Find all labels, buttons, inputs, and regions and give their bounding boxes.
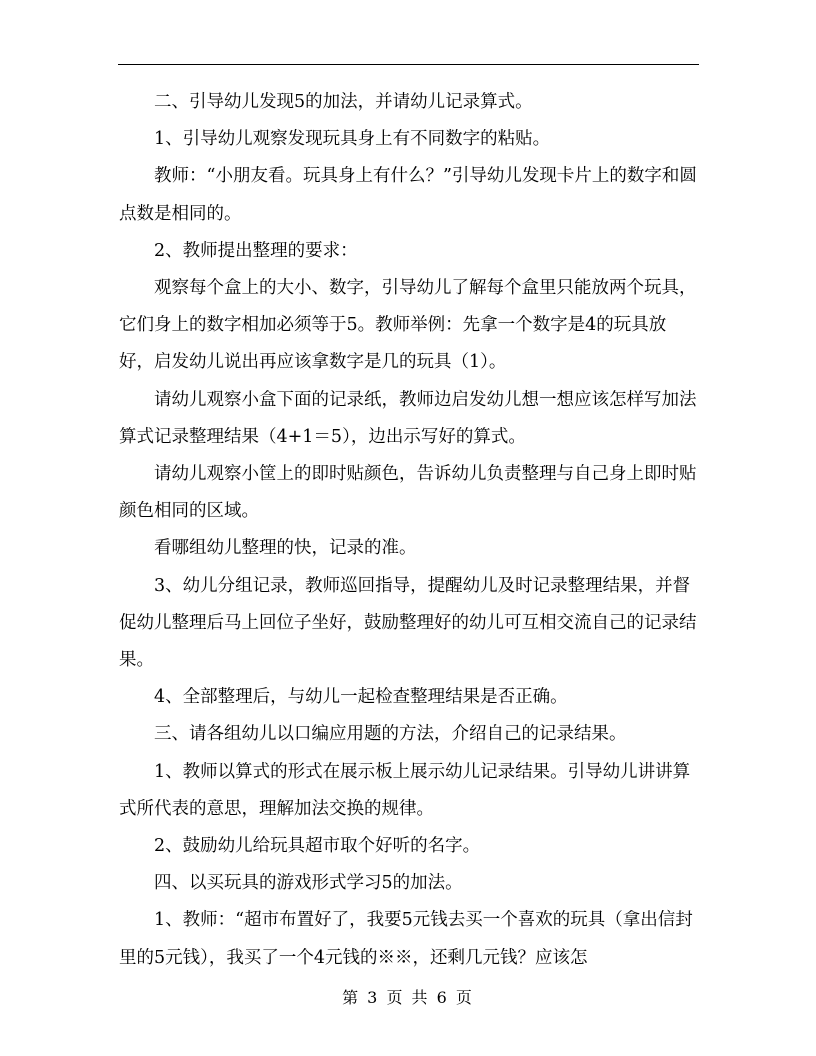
paragraph: 看哪组幼儿整理的快，记录的准。 — [154, 538, 417, 559]
paragraph: 二、引导幼儿发现5的加法，并请幼儿记录算式。 — [154, 92, 533, 112]
document-body — [119, 84, 699, 977]
paragraph: 1、引导幼儿观察发现玩具身上有不同数字的粘贴。 — [154, 129, 551, 150]
paragraph: 3、幼儿分组记录，教师巡回指导，提醒幼儿及时记录整理结果，并督促幼儿整理后马上回位子坐好，鼓励整理好的幼儿可互相交流自己的记录结果。 — [119, 575, 697, 671]
header-rule — [118, 64, 699, 65]
paragraph: 2、鼓励幼儿给玩具超市取个好听的名字。 — [154, 836, 481, 857]
paragraph: 教师：“小朋友看。玩具身上有什么？”引导幼儿发现卡片上的数字和圆点数是相同的。 — [119, 166, 697, 224]
paragraph: 1、教师：“超市布置好了，我要5元钱去买一个喜欢的玩具（拿出信封里的5元钱），我买了一个4元钱的※※，还剩几元钱？应该怎 — [119, 910, 693, 968]
paragraph: 请幼儿观察小筐上的即时贴颜色，告诉幼儿负责整理与自己身上即时贴颜色相同的区域。 — [119, 464, 697, 522]
paragraph: 2、教师提出整理的要求： — [154, 240, 358, 261]
page-footer: 第 3 页 共 6 页 — [342, 988, 474, 1007]
paragraph: 4、全部整理后，与幼儿一起检查整理结果是否正确。 — [154, 687, 568, 708]
paragraph: 四、以买玩具的游戏形式学习5的加法。 — [154, 873, 463, 894]
paragraph: 请幼儿观察小盒下面的记录纸，教师边启发幼儿想一想应该怎样写加法算式记录整理结果（4+1＝5），边出示写好的算式。 — [119, 389, 697, 447]
paragraph: 三、请各组幼儿以口编应用题的方法，介绍自己的记录结果。 — [154, 724, 627, 745]
paragraph: 1、教师以算式的形式在展示板上展示幼儿记录结果。引导幼儿讲讲算式所代表的意思，理解加法交换的规律。 — [119, 761, 691, 819]
paragraph: 观察每个盒上的大小、数字，引导幼儿了解每个盒里只能放两个玩具，它们身上的数字相加必须等于5。教师举例：先拿一个数字是4的玩具放好，启发幼儿说出再应该拿数字是几的玩具（1）。 — [119, 278, 697, 373]
